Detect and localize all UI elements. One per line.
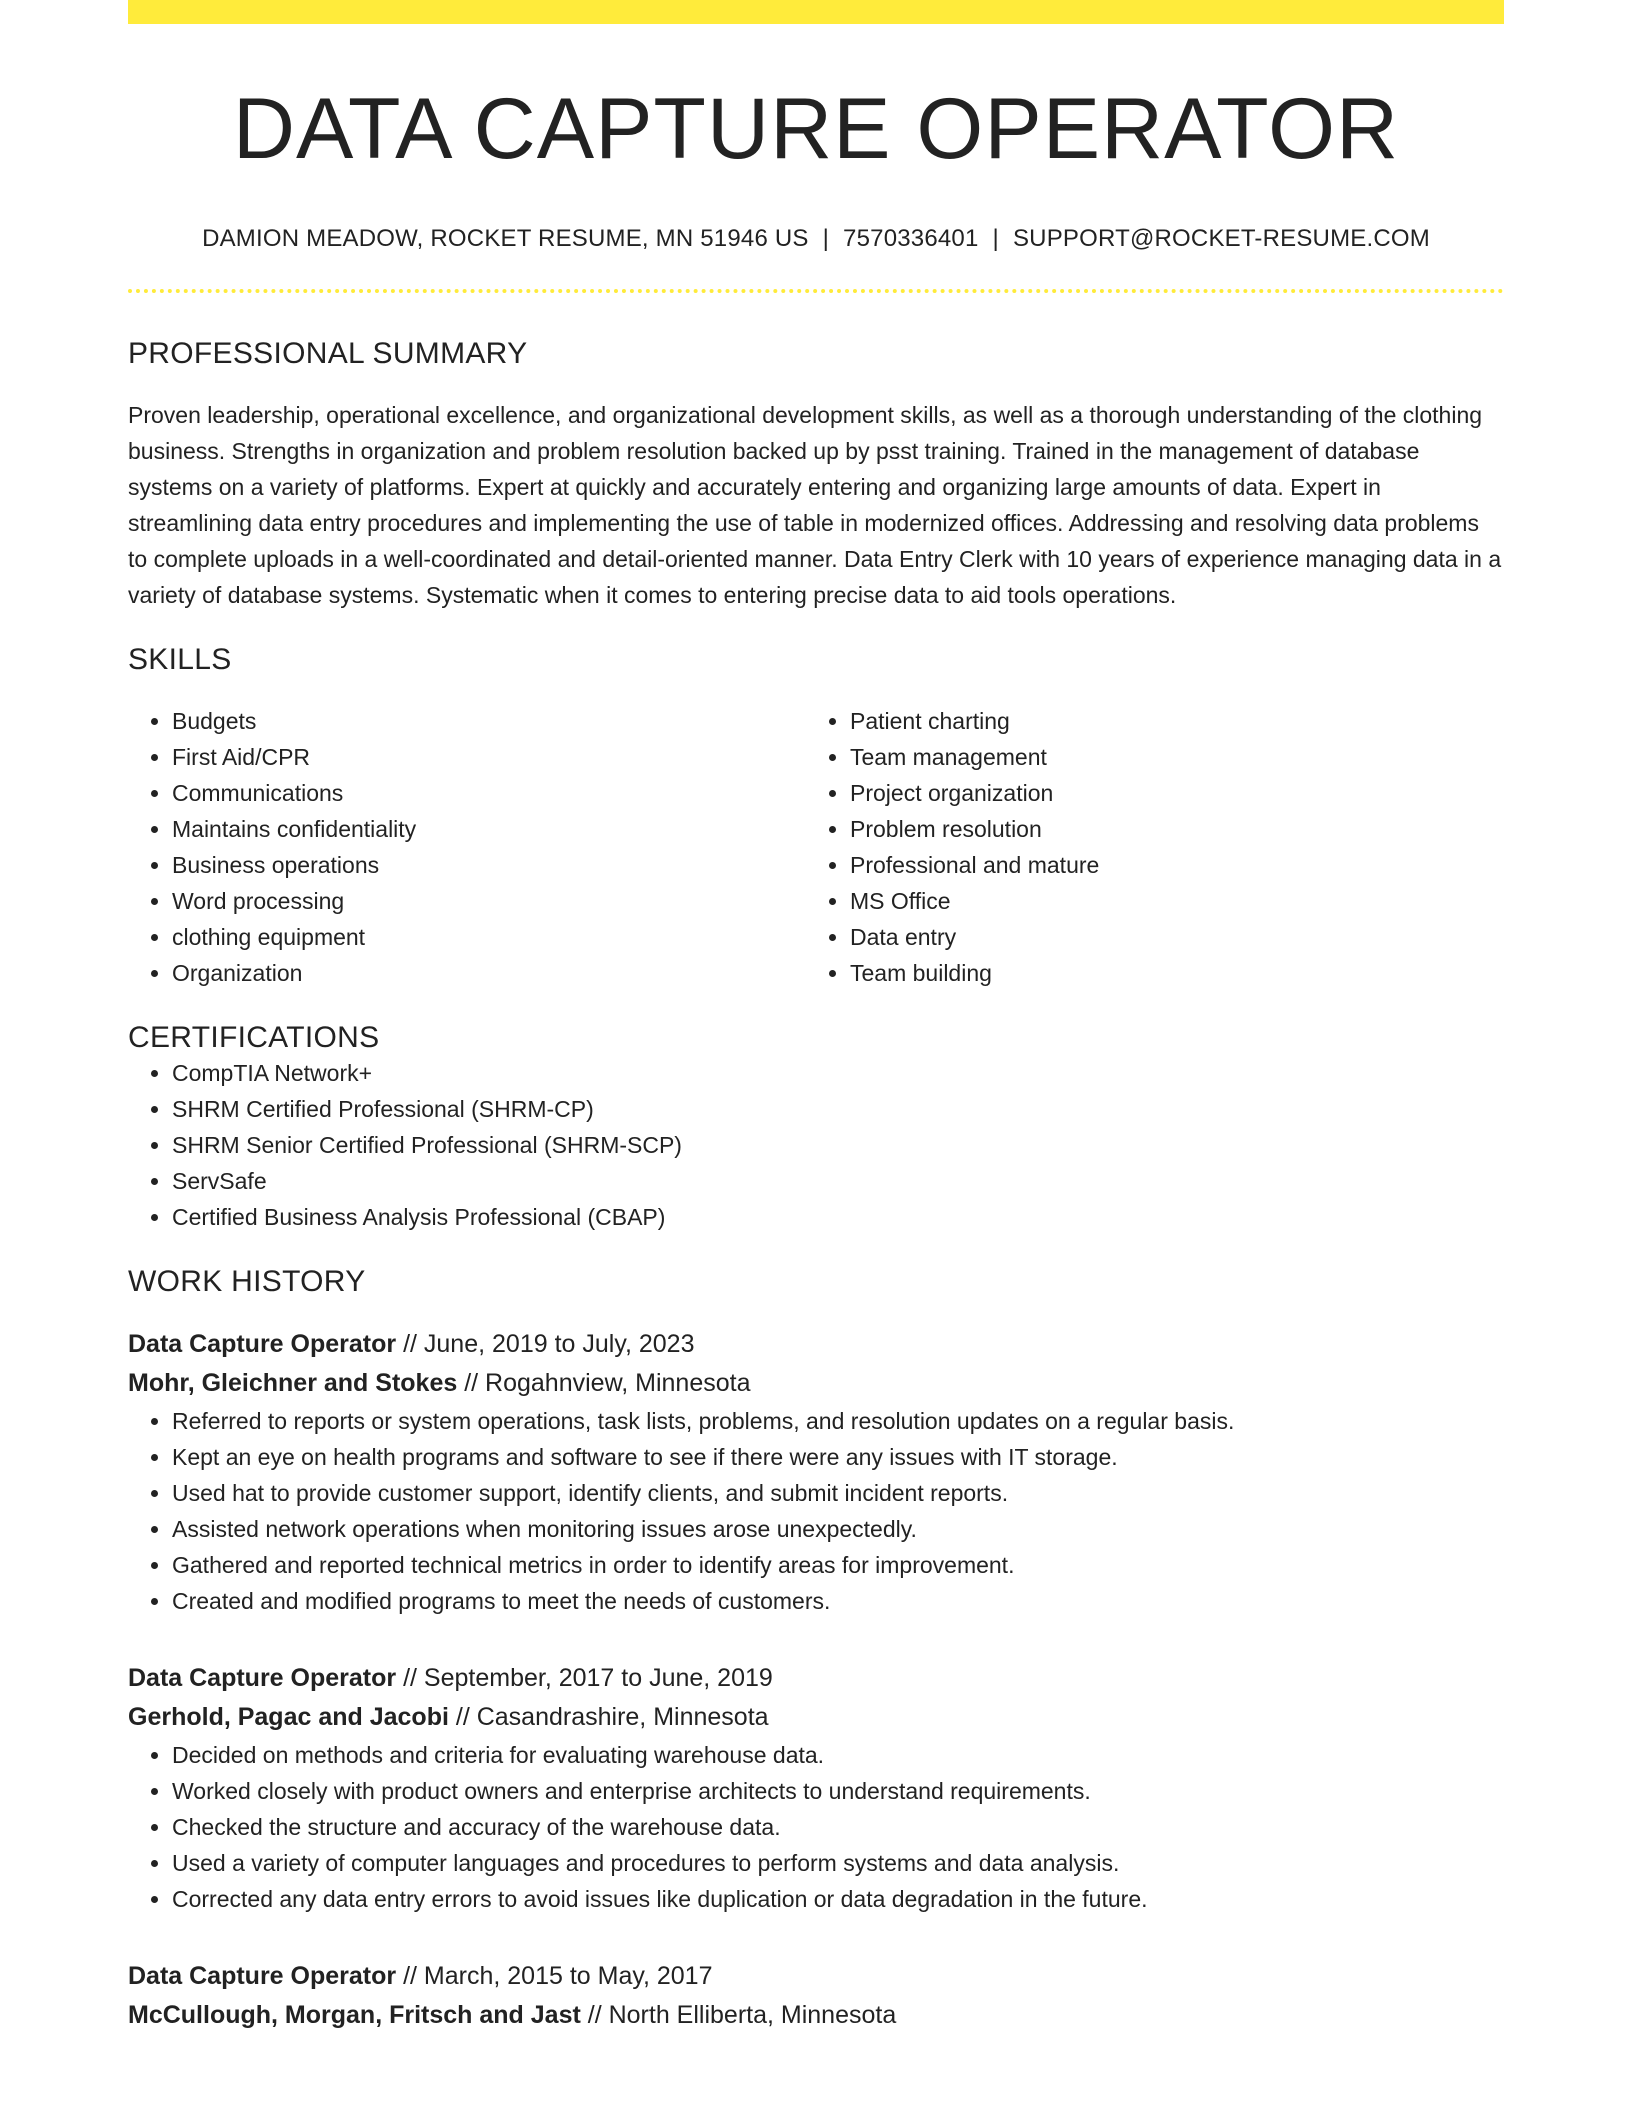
- job-duty: • Kept an eye on health programs and software to see if there were any issues with IT storage.: [172, 1439, 1504, 1475]
- job-duty: • Worked closely with product owners and enterprise architects to understand requirements.: [172, 1773, 1504, 1809]
- skills-heading: SKILLS: [128, 642, 232, 676]
- summary-heading: PROFESSIONAL SUMMARY: [128, 336, 528, 370]
- job-title: Data Capture Operator: [128, 1961, 397, 1990]
- certification-item: • CompTIA Network+: [172, 1055, 1504, 1091]
- skill-item: • clothing equipment: [172, 919, 806, 955]
- job-dates: // June, 2019 to July, 2023: [396, 1329, 695, 1358]
- header-divider: [128, 289, 1504, 293]
- job-title: Data Capture Operator: [128, 1663, 397, 1692]
- certifications-list: [128, 1055, 1504, 1235]
- job-duty: • Referred to reports or system operations, task lists, problems, and resolution updates on a regular basis.: [172, 1403, 1504, 1439]
- contact-info: [128, 225, 1504, 253]
- job-company-line: [128, 1996, 1504, 2035]
- top-accent-bar: [128, 0, 1504, 24]
- job-title-line: [128, 1325, 1504, 1364]
- skill-item: • Professional and mature: [850, 847, 1484, 883]
- contact-separator: |: [822, 224, 830, 252]
- skill-item: • Organization: [172, 955, 806, 991]
- job-duties-list: [128, 1737, 1504, 1917]
- job-entry: [128, 1659, 1504, 1917]
- summary-text: Proven leadership, operational excellence, and organizational development skills, as well as a thorough understanding of the clothing business. Strengths in organization and problem resolution backed up by psst training. Trained in the management of database systems on a variety of platforms. Expert at quickly and accurately entering and organizing large amounts of data. Expert in streamlining data entry procedures and implementing the use of table in modernized offices. Addressing and resolving data problems to complete uploads in a well-coordinated and detail-oriented manner. Data Entry Clerk with 10 years of experience managing data in a variety of database systems. Systematic when it comes to entering precise data to aid tools operations.: [128, 401, 1502, 608]
- job-location: // Casandrashire, Minnesota: [448, 1702, 769, 1731]
- skill-item: • Team building: [850, 955, 1484, 991]
- skill-item: • Budgets: [172, 703, 806, 739]
- contact-address: DAMION MEADOW, ROCKET RESUME, MN 51946 US: [202, 224, 809, 252]
- skills-list-left: [128, 703, 806, 991]
- skill-item: • Project organization: [850, 775, 1484, 811]
- skill-item: • Maintains confidentiality: [172, 811, 806, 847]
- skill-item: • MS Office: [850, 883, 1484, 919]
- skill-item: • Communications: [172, 775, 806, 811]
- skill-item: • Data entry: [850, 919, 1484, 955]
- certification-item: • SHRM Senior Certified Professional (SHRM-SCP): [172, 1127, 1504, 1163]
- job-duty: • Used hat to provide customer support, identify clients, and submit incident reports.: [172, 1475, 1504, 1511]
- work-history-heading: WORK HISTORY: [128, 1264, 366, 1298]
- certification-item: • SHRM Certified Professional (SHRM-CP): [172, 1091, 1504, 1127]
- job-dates: // March, 2015 to May, 2017: [396, 1961, 713, 1990]
- job-duty: • Checked the structure and accuracy of the warehouse data.: [172, 1809, 1504, 1845]
- contact-email: SUPPORT@ROCKET-RESUME.COM: [1012, 224, 1430, 252]
- job-company-line: [128, 1364, 1504, 1403]
- job-entry: [128, 1325, 1504, 1619]
- job-duty: • Assisted network operations when monitoring issues arose unexpectedly.: [172, 1511, 1504, 1547]
- job-location: // North Elliberta, Minnesota: [580, 2000, 897, 2029]
- skill-item: • Team management: [850, 739, 1484, 775]
- skill-item: • Patient charting: [850, 703, 1484, 739]
- skill-item: • Problem resolution: [850, 811, 1484, 847]
- certification-item: • Certified Business Analysis Professional (CBAP): [172, 1199, 1504, 1235]
- job-duties-list: [128, 1403, 1504, 1619]
- job-dates: // September, 2017 to June, 2019: [396, 1663, 773, 1692]
- skill-item: • First Aid/CPR: [172, 739, 806, 775]
- skills-column-right: [806, 703, 1484, 991]
- job-duty: • Gathered and reported technical metrics in order to identify areas for improvement.: [172, 1547, 1504, 1583]
- job-duty: • Used a variety of computer languages and procedures to perform systems and data analysis.: [172, 1845, 1504, 1881]
- job-entry: [128, 1957, 1504, 2035]
- job-title: Data Capture Operator: [128, 1329, 397, 1358]
- certifications-heading: CERTIFICATIONS: [128, 1020, 380, 1054]
- skills-column-left: [128, 703, 806, 991]
- job-company: Gerhold, Pagac and Jacobi: [128, 1702, 449, 1731]
- job-duty: • Created and modified programs to meet the needs of customers.: [172, 1583, 1504, 1619]
- skills-columns: [128, 703, 1504, 991]
- page-title: DATA CAPTURE OPERATOR: [232, 81, 1400, 177]
- job-company: McCullough, Morgan, Fritsch and Jast: [128, 2000, 581, 2029]
- job-company: Mohr, Gleichner and Stokes: [128, 1368, 458, 1397]
- resume-page: [128, 0, 1504, 2035]
- contact-phone: 7570336401: [843, 224, 979, 252]
- skill-item: • Business operations: [172, 847, 806, 883]
- job-duty: • Corrected any data entry errors to avoid issues like duplication or data degradation in the future.: [172, 1881, 1504, 1917]
- job-title-line: [128, 1957, 1504, 1996]
- job-location: // Rogahnview, Minnesota: [457, 1368, 751, 1397]
- job-title-line: [128, 1659, 1504, 1698]
- job-duty: • Decided on methods and criteria for evaluating warehouse data.: [172, 1737, 1504, 1773]
- contact-separator: |: [992, 224, 999, 252]
- skill-item: • Word processing: [172, 883, 806, 919]
- job-company-line: [128, 1698, 1504, 1737]
- certification-item: • ServSafe: [172, 1163, 1504, 1199]
- skills-list-right: [806, 703, 1484, 991]
